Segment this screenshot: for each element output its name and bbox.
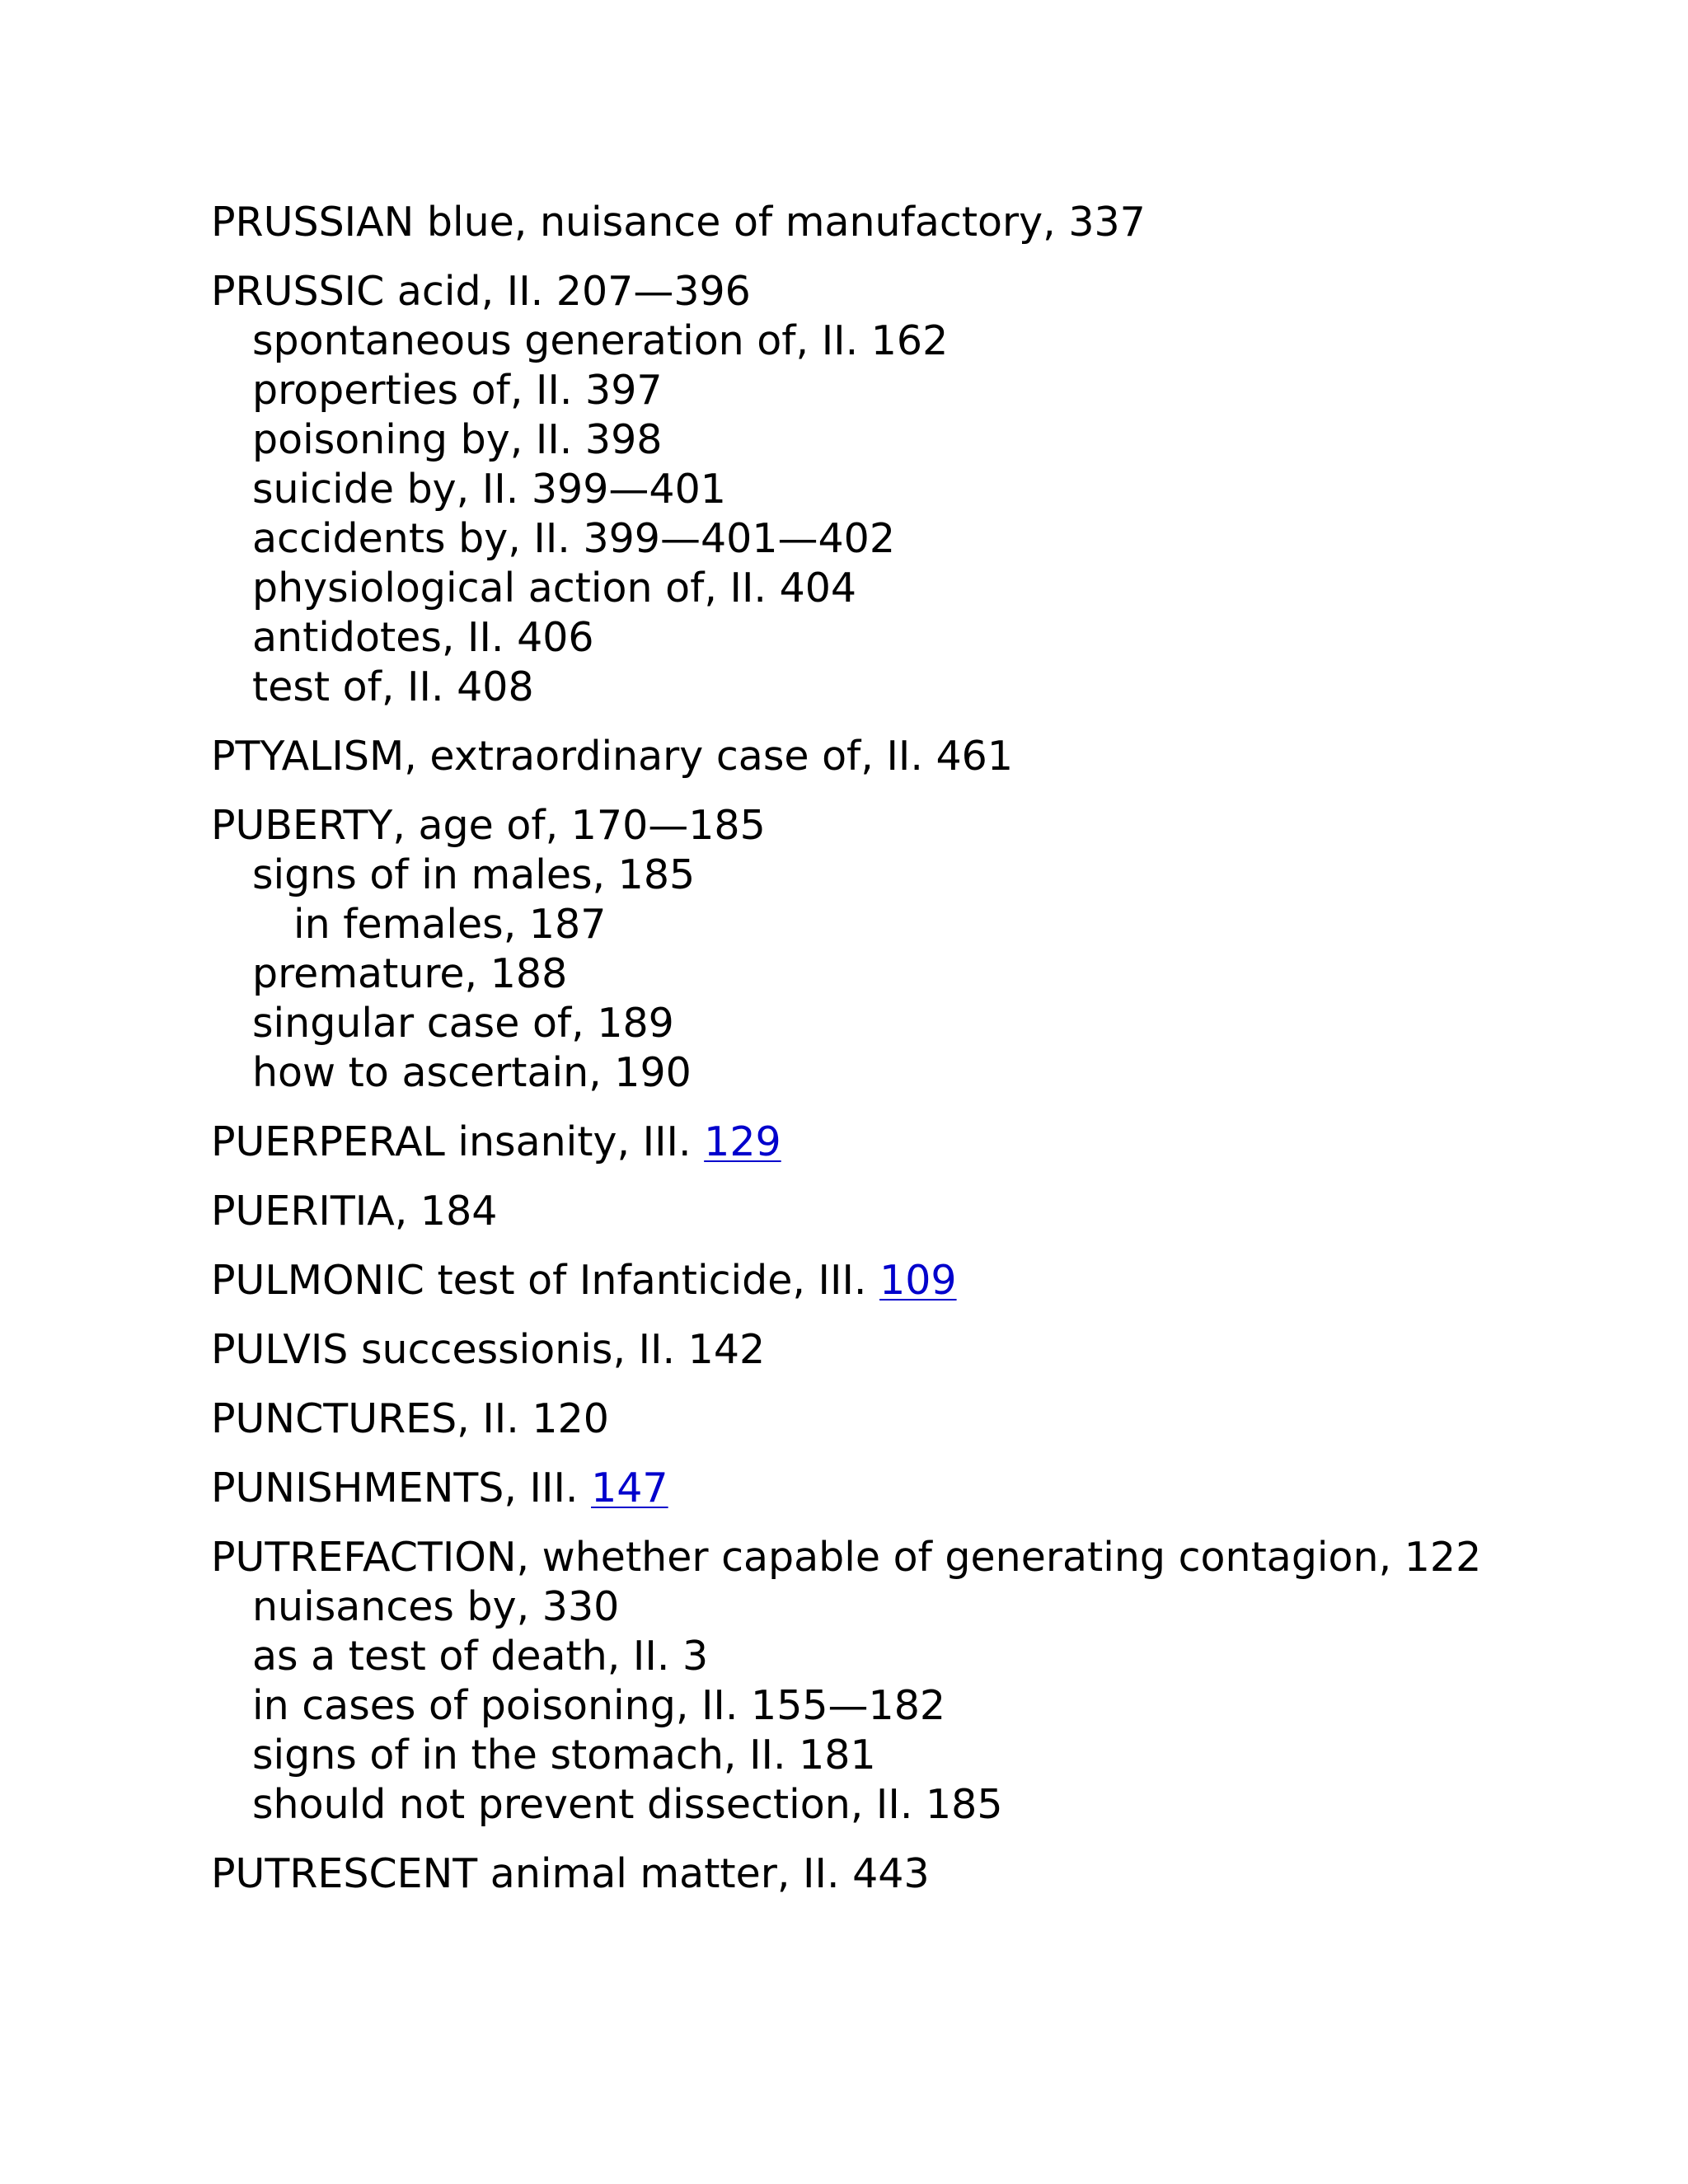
page-link-109[interactable]: 109 (879, 1257, 957, 1304)
entry-heading: PRUSSIC acid, II. 207—396 (211, 268, 751, 315)
entry-subheading: poisoning by, II. 398 (252, 416, 663, 463)
entry-subheading: how to ascertain, 190 (252, 1049, 692, 1096)
entry-subheading: suicide by, II. 399—401 (252, 466, 726, 513)
page-link-129[interactable]: 129 (704, 1118, 781, 1165)
entry-subheading: test of, II. 408 (252, 663, 534, 710)
entry-heading: PUTRESCENT animal matter, II. 443 (211, 1850, 930, 1897)
index-entry-putrefaction (211, 1533, 1612, 1830)
entry-heading: PULMONIC test of Infanticide, III. (211, 1257, 880, 1304)
entry-heading: PUTREFACTION, whether capable of generating contagion, 122 (211, 1534, 1482, 1581)
entry-heading-row (211, 1256, 1612, 1305)
index-entry-ptyalism (211, 732, 1612, 781)
index-entry-pulmonic (211, 1256, 1612, 1305)
index-page (211, 198, 1612, 1919)
entry-heading-row (211, 1118, 1612, 1167)
entry-heading: PUBERTY, age of, 170—185 (211, 802, 766, 849)
entry-heading: PUERPERAL insanity, III. (211, 1118, 705, 1165)
index-entry-puerperal (211, 1118, 1612, 1167)
index-entry-pulvis (211, 1325, 1612, 1375)
entry-heading: PULVIS successionis, II. 142 (211, 1326, 766, 1373)
entry-subheading: as a test of death, II. 3 (252, 1633, 709, 1680)
index-entry-punishments (211, 1464, 1612, 1513)
entry-subheading: antidotes, II. 406 (252, 614, 594, 661)
entry-subheading: signs of in the stomach, II. 181 (252, 1732, 876, 1779)
entry-subheading: nuisances by, 330 (252, 1583, 620, 1630)
entry-subheading: properties of, II. 397 (252, 367, 663, 414)
entry-subheading: singular case of, 189 (252, 1000, 674, 1047)
page-link-147[interactable]: 147 (591, 1465, 668, 1511)
index-entry-prussic (211, 267, 1612, 712)
entry-heading: PUNCTURES, II. 120 (211, 1395, 609, 1442)
entry-heading-row (211, 1464, 1612, 1513)
entry-subheading: accidents by, II. 399—401—402 (252, 515, 896, 562)
entry-heading: PRUSSIAN blue, nuisance of manufactory, 337 (211, 199, 1146, 246)
entry-heading: PTYALISM, extraordinary case of, II. 461 (211, 733, 1014, 780)
entry-heading: PUERITIA, 184 (211, 1188, 498, 1235)
index-entry-puberty (211, 801, 1612, 1098)
index-entry-pueritia (211, 1187, 1612, 1236)
entry-subheading: spontaneous generation of, II. 162 (252, 317, 949, 364)
entry-subsubheading: in females, 187 (293, 901, 607, 948)
entry-heading: PUNISHMENTS, III. (211, 1465, 592, 1511)
entry-subheading: signs of in males, 185 (252, 851, 696, 898)
index-entry-putrescent (211, 1849, 1612, 1899)
entry-subheading: in cases of poisoning, II. 155—182 (252, 1682, 946, 1729)
index-entry-punctures (211, 1394, 1612, 1444)
entry-subheading: physiological action of, II. 404 (252, 565, 857, 612)
entry-subheading: premature, 188 (252, 950, 568, 997)
entry-subheading: should not prevent dissection, II. 185 (252, 1781, 1003, 1828)
index-entry-prussian (211, 198, 1612, 247)
